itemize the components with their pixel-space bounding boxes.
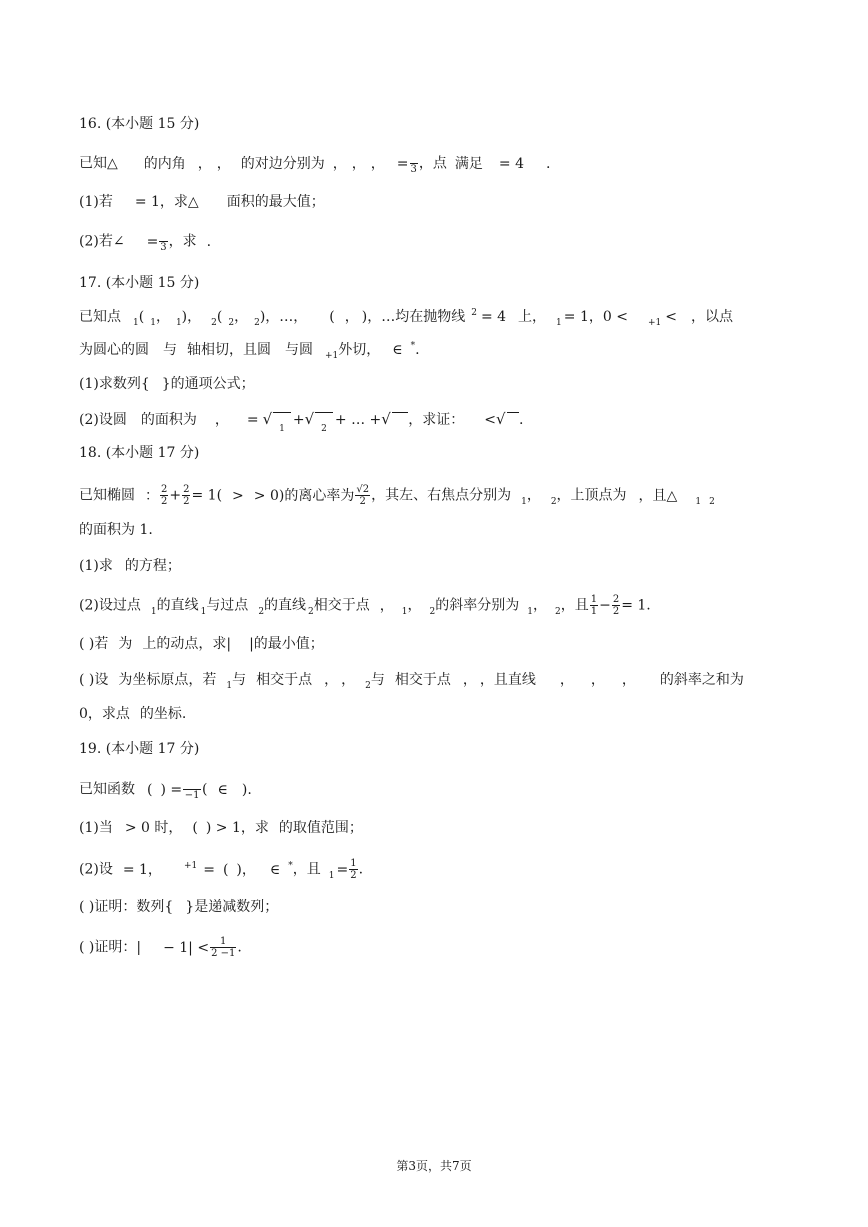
- text: ，: [559, 672, 567, 688]
- text: (1)求数列{: [79, 376, 150, 392]
- text: 上，: [518, 309, 547, 325]
- fraction-y2-b2: [182, 484, 190, 507]
- subscript: 2: [429, 606, 436, 617]
- subscript: 1: [695, 496, 702, 507]
- fraction-numerator: √2: [356, 484, 370, 495]
- text: 的直线: [264, 597, 307, 614]
- text: 为圆心的圆: [79, 342, 149, 358]
- text: ，: [332, 155, 340, 172]
- text: = 1，: [122, 861, 162, 878]
- problem-18-header-text: 18. (本小题 17 分): [79, 445, 200, 461]
- text: ，: [590, 672, 598, 688]
- text: 与: [163, 342, 177, 358]
- text: ( )设: [79, 672, 109, 688]
- text: (: [329, 309, 335, 325]
- superscript: +1: [183, 860, 198, 871]
- text: − 1| <: [163, 939, 210, 956]
- problem-19-statement: [79, 778, 252, 801]
- problem-16-header: [79, 114, 199, 134]
- text: ，: [370, 155, 385, 172]
- text: = 4: [498, 155, 524, 172]
- text: 已知椭圆: [79, 487, 135, 504]
- text: (: [222, 861, 229, 878]
- subscript: 1: [556, 318, 562, 328]
- fraction-denominator: 2: [612, 606, 620, 617]
- text: 轴相切，且圆: [187, 342, 271, 358]
- subscript: 1: [150, 606, 157, 617]
- text: ，且直线: [479, 672, 536, 688]
- problem-18-statement-line-2: [79, 520, 153, 540]
- fraction-numerator: 2: [161, 484, 168, 495]
- text: (2)若∠: [79, 233, 125, 250]
- fraction-denominator: 2: [183, 496, 190, 507]
- subscript: 2: [258, 606, 265, 617]
- text: + … +: [334, 412, 382, 428]
- fraction-numerator: [159, 230, 167, 242]
- text: )，: [181, 309, 202, 325]
- text: ，: [344, 309, 352, 325]
- problem-19-part-1: [79, 818, 363, 838]
- subscript: 1: [150, 318, 156, 328]
- problem-17-header-text: 17. (本小题 15 分): [79, 275, 200, 291]
- text: ，上顶点为: [556, 487, 627, 504]
- text: (1)若: [79, 194, 113, 210]
- text: ，: [379, 597, 394, 614]
- superscript: *: [288, 860, 293, 871]
- text: = 1(: [191, 487, 223, 504]
- text: .: [358, 861, 364, 878]
- text: .: [519, 412, 524, 428]
- text: ( )证明：|: [79, 939, 142, 956]
- fraction-2-over-k2: [612, 594, 620, 617]
- fraction-numerator: 2: [183, 484, 190, 495]
- text: ，: [407, 597, 422, 614]
- text: >: [232, 487, 244, 504]
- problem-17-statement-line-2: [79, 340, 420, 362]
- text: (: [216, 309, 223, 325]
- text: .: [237, 939, 242, 956]
- text: ( )证明：数列{: [79, 899, 174, 915]
- subscript: 2: [308, 606, 314, 617]
- fraction-denominator: 3: [410, 164, 417, 175]
- superscript: 2: [471, 308, 477, 318]
- text: |的最小值；: [249, 636, 324, 652]
- text: ) > 1，求: [205, 820, 269, 836]
- subscript: 2: [228, 318, 235, 328]
- fraction-one-half: [349, 858, 357, 881]
- text: 的方程；: [124, 558, 181, 574]
- text: (1)当: [79, 820, 113, 836]
- text: 的面积为: [140, 412, 197, 428]
- text: 的对边分别为: [240, 155, 325, 172]
- subscript: 1: [279, 423, 285, 434]
- fraction-numerator: 1: [350, 858, 357, 869]
- sqrt-radicand: [392, 412, 408, 429]
- text: 满足: [454, 155, 483, 172]
- fraction-function-def: [183, 778, 201, 801]
- text: ，: [155, 309, 170, 325]
- fraction-numerator: 1: [210, 936, 236, 948]
- text: 的直线: [156, 597, 199, 614]
- text: (: [202, 781, 208, 798]
- text: 与: [370, 672, 385, 688]
- problem-16-part-1: [79, 192, 325, 212]
- problem-18-part-2: [79, 594, 651, 618]
- text: +: [169, 487, 182, 504]
- subscript: 1: [226, 681, 233, 691]
- page-footer: [0, 1158, 868, 1174]
- text: =: [146, 233, 159, 250]
- fraction-numerator: [183, 778, 201, 790]
- text: .: [415, 342, 420, 358]
- text: 相交于点: [394, 672, 451, 688]
- text: ).: [241, 781, 252, 798]
- text: ( )若: [79, 636, 109, 652]
- fraction-denominator: 1: [590, 606, 598, 617]
- text: 的坐标.: [139, 706, 187, 722]
- text: +: [292, 412, 305, 428]
- text: ，且: [292, 861, 321, 878]
- problem-19-part-2-i: [79, 897, 278, 917]
- subscript: 1: [200, 606, 207, 617]
- fraction-denominator: −1: [184, 790, 200, 801]
- text: = 1.: [621, 597, 651, 614]
- text: −: [599, 597, 611, 614]
- text: (: [147, 781, 153, 798]
- text: }是递减数列；: [185, 899, 279, 915]
- text: <: [665, 309, 677, 325]
- text: 的面积为 1.: [79, 522, 153, 538]
- text: 上的动点，求|: [142, 636, 232, 652]
- fraction-numerator: [410, 152, 418, 164]
- sqrt-radicand: [507, 412, 519, 429]
- problem-19-part-2: [79, 858, 363, 882]
- problem-18-part-2-ii-cont: [79, 704, 186, 724]
- subscript: 2: [211, 318, 217, 328]
- text: = 1，0 <: [563, 309, 628, 325]
- text: =: [336, 861, 349, 878]
- sqrt-sign: √: [262, 410, 273, 428]
- text: 的斜率之和为: [659, 672, 744, 688]
- text: .: [206, 233, 212, 250]
- fraction-denominator: 2: [161, 496, 168, 507]
- text: .: [545, 155, 551, 172]
- fraction-denominator: 2: [350, 870, 357, 881]
- problem-16-part-2: [79, 230, 211, 253]
- text: (: [138, 309, 145, 325]
- fraction-bound: [210, 936, 236, 959]
- text: = 1，求△: [134, 194, 199, 210]
- sqrt-sign: √: [381, 410, 391, 428]
- subscript: 2: [365, 681, 371, 691]
- text: (: [192, 820, 198, 836]
- text: 外切，: [338, 342, 381, 358]
- subscript: 1: [175, 318, 182, 328]
- text: 已知点: [79, 309, 121, 325]
- subscript: 2: [709, 496, 715, 507]
- text: 与圆: [285, 342, 313, 358]
- text: 相交于点: [313, 597, 370, 614]
- text: 面积的最大值；: [226, 194, 325, 210]
- fraction-numerator: 1: [590, 594, 598, 605]
- problem-16-header-text: 16. (本小题 15 分): [79, 116, 200, 132]
- text: ，: [341, 672, 356, 688]
- text: = 4: [480, 309, 507, 325]
- sqrt-radicand: [315, 412, 333, 434]
- subscript: 1: [328, 870, 335, 881]
- problem-18-part-2-i: [79, 634, 324, 654]
- text: ，: [234, 309, 249, 325]
- fraction-denominator: 3: [160, 242, 167, 253]
- text: 相交于点: [256, 672, 313, 688]
- text: ，: [214, 412, 229, 428]
- sqrt-sign: √: [496, 410, 506, 428]
- text: )，…，: [259, 309, 308, 325]
- problem-19-header: [79, 739, 199, 759]
- text: (2)设过点: [79, 597, 141, 614]
- text: ∈: [217, 781, 228, 798]
- text: ∈: [392, 342, 403, 358]
- problem-16-statement: [79, 152, 550, 175]
- text: )，…均在抛物线: [361, 309, 466, 325]
- text: ，以点: [690, 309, 733, 325]
- text: ，: [351, 155, 359, 172]
- subscript: +1: [647, 318, 662, 328]
- text: ，: [197, 155, 205, 172]
- problem-18-header: [79, 443, 199, 463]
- text: ，点: [418, 155, 447, 172]
- text: ：: [145, 487, 159, 504]
- text: 0，求点: [79, 706, 130, 722]
- subscript: 2: [550, 496, 557, 507]
- text: 的取值范围；: [278, 820, 363, 836]
- text: ，且: [560, 597, 589, 614]
- text: ，求证：: [408, 412, 465, 428]
- subscript: 1: [401, 606, 408, 617]
- text: (1)求: [79, 558, 113, 574]
- text: ，: [324, 672, 332, 688]
- text: 为: [118, 636, 133, 652]
- page-number-text: 第3页，共7页: [396, 1159, 472, 1173]
- subscript: 2: [254, 318, 260, 328]
- problem-19-header-text: 19. (本小题 17 分): [79, 741, 200, 757]
- text: ，且△: [638, 487, 678, 504]
- problem-18-part-2-ii: [79, 670, 744, 692]
- text: 已知△: [79, 155, 118, 172]
- fraction-pi-over-3: [410, 152, 418, 175]
- subscript: 2: [554, 606, 561, 617]
- text: <: [484, 412, 497, 428]
- subscript: 1: [521, 496, 527, 507]
- fraction-numerator: 2: [612, 594, 620, 605]
- text: ) =: [160, 781, 183, 798]
- text: =: [246, 412, 259, 428]
- text: ，: [621, 672, 636, 688]
- subscript: 2: [321, 423, 327, 434]
- text: 与: [232, 672, 247, 688]
- text: 为坐标原点，若: [118, 672, 217, 688]
- text: 的斜率分别为: [435, 597, 520, 614]
- subscript: +1: [325, 351, 339, 361]
- problem-17-statement-line-1: [79, 307, 733, 329]
- text: ，其左、右焦点分别为: [371, 487, 512, 504]
- sqrt-sign: √: [304, 410, 315, 428]
- text: =: [203, 861, 215, 878]
- problem-17-part-2: [79, 409, 524, 434]
- fraction-x2-a2: [160, 484, 168, 507]
- subscript: 1: [133, 318, 139, 328]
- problem-18-statement: [79, 484, 715, 508]
- problem-17-header: [79, 273, 199, 293]
- problem-17-part-1: [79, 374, 255, 394]
- text: ，: [216, 155, 231, 172]
- text: =: [396, 155, 409, 172]
- superscript: *: [410, 341, 416, 351]
- text: 的内角: [143, 155, 186, 172]
- fraction-sqrt2-over-2: [355, 484, 370, 507]
- text: > 0 时，: [124, 820, 183, 836]
- fraction-denominator: 2 −1: [211, 948, 236, 959]
- text: ，: [532, 597, 547, 614]
- fraction-denominator: 2: [359, 496, 366, 507]
- text: 与过点: [206, 597, 249, 614]
- text: ∈: [269, 861, 281, 878]
- text: (2)设: [79, 861, 113, 878]
- text: }的通项公式；: [161, 376, 255, 392]
- sqrt-radicand: [273, 412, 291, 434]
- problem-19-part-2-ii: [79, 936, 242, 959]
- fraction-pi-over-3: [159, 230, 167, 253]
- text: )，: [236, 861, 256, 878]
- subscript: 1: [527, 606, 533, 617]
- fraction-1-over-k1: [590, 594, 598, 617]
- text: ，: [526, 487, 541, 504]
- text: ，求: [168, 233, 197, 250]
- text: > 0)的离心率为: [253, 487, 355, 504]
- text: 已知函数: [79, 781, 135, 798]
- text: ，: [462, 672, 470, 688]
- problem-18-part-1: [79, 556, 181, 576]
- text: (2)设圆: [79, 412, 127, 428]
